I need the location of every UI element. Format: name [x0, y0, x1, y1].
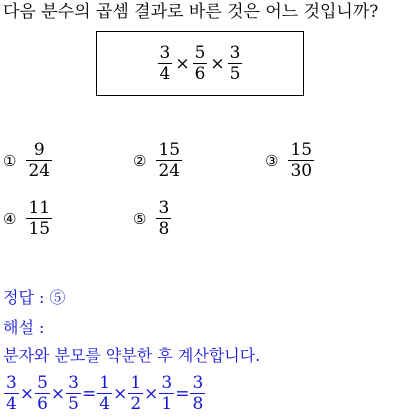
numerator: 5 [37, 373, 48, 393]
times-operator: × [210, 53, 225, 74]
denominator: 24 [28, 161, 51, 181]
fraction [128, 373, 143, 414]
numerator: 1 [99, 373, 111, 393]
answer-label: 정답 : ⑤ [3, 288, 66, 307]
numerator: 15 [158, 140, 181, 160]
multiplication-expression [156, 43, 245, 84]
denominator: 4 [159, 64, 171, 84]
choice-marker: ② [133, 151, 147, 170]
solution-equation [3, 373, 206, 414]
numerator: 1 [130, 373, 142, 393]
times-operator: × [113, 383, 128, 404]
fraction [158, 43, 173, 84]
numerator: 3 [229, 43, 241, 63]
numerator: 3 [158, 198, 170, 218]
fraction [156, 198, 171, 239]
fraction [193, 43, 208, 84]
times-operator: × [144, 383, 159, 404]
denominator: 8 [192, 394, 204, 414]
denominator: 24 [158, 161, 181, 181]
denominator: 6 [37, 394, 48, 414]
denominator: 4 [6, 394, 17, 414]
fraction [97, 373, 112, 414]
fraction [4, 373, 19, 414]
denominator: 15 [28, 219, 51, 239]
equals-operator: = [81, 383, 97, 404]
numerator: 3 [6, 373, 17, 393]
choice-4[interactable] [3, 198, 54, 239]
times-operator: × [175, 53, 190, 74]
choice-marker: ⑤ [133, 209, 147, 228]
numerator: 5 [194, 43, 206, 63]
choice-2[interactable] [133, 140, 184, 181]
fraction [35, 373, 50, 414]
expression-box [96, 31, 304, 96]
denominator: 6 [194, 64, 206, 84]
choice-5[interactable] [133, 198, 173, 239]
denominator: 5 [229, 64, 241, 84]
denominator: 2 [130, 394, 142, 414]
numerator: 15 [290, 140, 313, 160]
numerator: 3 [159, 43, 171, 63]
choice-marker: ① [3, 151, 17, 170]
fraction [288, 140, 314, 181]
numerator: 3 [68, 373, 79, 393]
numerator: 3 [192, 373, 204, 393]
denominator: 8 [158, 219, 170, 239]
choice-1[interactable] [3, 140, 54, 181]
fraction [66, 373, 81, 414]
numerator: 9 [33, 140, 45, 160]
numerator: 3 [161, 373, 173, 393]
explanation-label: 해설 : [3, 318, 45, 337]
times-operator: × [50, 383, 66, 404]
fraction [26, 140, 52, 181]
fraction [156, 140, 182, 181]
denominator: 5 [68, 394, 79, 414]
equals-operator: = [175, 383, 190, 404]
denominator: 30 [290, 161, 313, 181]
choice-3[interactable] [265, 140, 316, 181]
explanation-text: 분자와 분모를 약분한 후 계산합니다. [3, 346, 261, 365]
denominator: 4 [99, 394, 111, 414]
numerator: 11 [28, 198, 51, 218]
fraction [190, 373, 205, 414]
fraction [159, 373, 174, 414]
choice-marker: ③ [265, 151, 279, 170]
question-text: 다음 분수의 곱셈 결과로 바른 것은 어느 것입니까? [3, 2, 379, 22]
denominator: 1 [161, 394, 173, 414]
fraction [26, 198, 52, 239]
times-operator: × [19, 383, 35, 404]
choice-marker: ④ [3, 209, 17, 228]
fraction [228, 43, 243, 84]
